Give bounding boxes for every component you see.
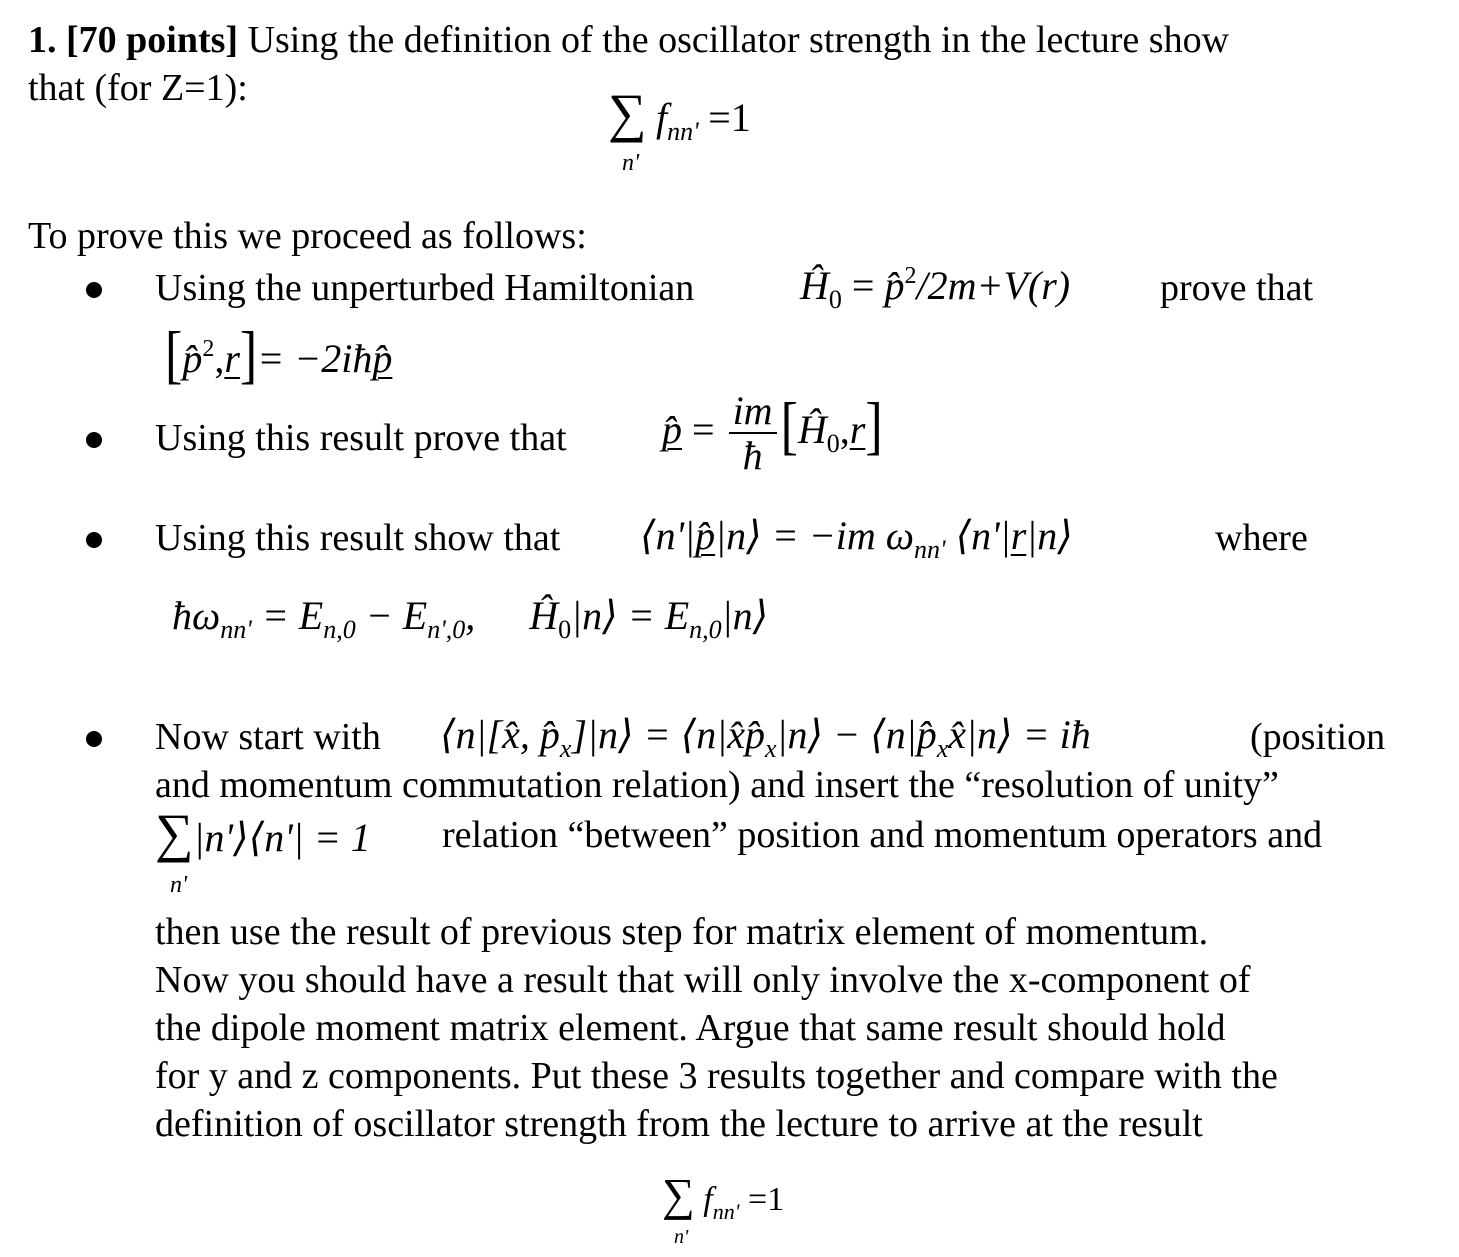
final-sum-equation: ∑ $f_{nn'} =1$ [662,1169,785,1224]
bullet-4-tail: (position [1250,716,1386,758]
problem-statement-line2: that (for Z=1): [28,67,248,109]
paragraph-line: definition of oscillator strength from the lecture to arrive at the result [155,1103,1203,1145]
bullet-3-tail: where [1215,517,1308,559]
bullet-1 [86,282,102,298]
bullet-2 [86,432,102,448]
resolution-of-unity: ∑|n'⟩⟨n'| = 1 [155,803,371,863]
matrix-element-equation: ⟨n'|p̂|n⟩ = −im $\omega_{nn'}$ ⟨n'|r|n⟩ [640,513,1073,564]
bullet-4 [86,731,102,747]
sum-equation: ∑ $f_{nn'} =1$ [608,83,751,146]
paragraph-line: then use the result of previous step for matrix element of momentum. [155,911,1209,953]
momentum-equation: p̂ = $\frac{im}{ħ}$ $[Ĥ_0,r]$ [662,388,883,478]
bullet-3 [86,532,102,548]
commutator-equation: [p̂$^2$,r]= −2iħp̂ [165,319,393,391]
problem-number: 1. [28,19,57,61]
sum-index: n' [622,150,640,176]
bullet-4-line3: relation “between” position and momentum operators and [442,814,1323,856]
bullet-4-line2: and momentum commutation relation) and insert the “resolution of unity” [155,764,1279,806]
sigma-symbol: ∑ [608,83,647,143]
bullet-4-text: Now start with [155,716,381,758]
problem-points: [70 points] [66,19,239,61]
bullet-3-text: Using this result show that [155,517,561,559]
paragraph-line: for y and z components. Put these 3 results together and compare with the [155,1055,1278,1097]
commutation-equation: ⟨n|[x̂, $p̂_x]|n⟩$ = $⟨n|x̂p̂_x|n⟩$ − $⟨n|p̂_xx̂|n⟩$ = iħ [440,712,1091,763]
problem-header [28,18,1229,62]
final-sum-index: n' [674,1226,689,1248]
bullet-2-text: Using this result prove that [155,417,567,459]
problem-statement: Using the definition of the oscillator strength in the lecture show [247,19,1230,61]
intro-text: To prove this we proceed as follows: [28,215,587,257]
im-over-hbar: $\frac{im}{ħ}$ [729,390,777,478]
bullet-4-paragraph [155,908,1278,1148]
resolution-index: n' [170,872,188,898]
hamiltonian-equation: $Ĥ_0$ = p̂$^2$/2m+V(r) [800,263,1071,314]
bullet-1-text: Using the unperturbed Hamiltonian [155,267,695,309]
energy-equation: $ħ\omega_{nn'} = E_{n,0} - E_{n',0}$, $Ĥ_0|n⟩$ = $E_{n,0}|n⟩$ [172,593,769,644]
bullet-1-tail: prove that [1160,267,1314,309]
paragraph-line: the dipole moment matrix element. Argue that same result should hold [155,1007,1226,1049]
paragraph-line: Now you should have a result that will only involve the x-component of [155,959,1251,1001]
